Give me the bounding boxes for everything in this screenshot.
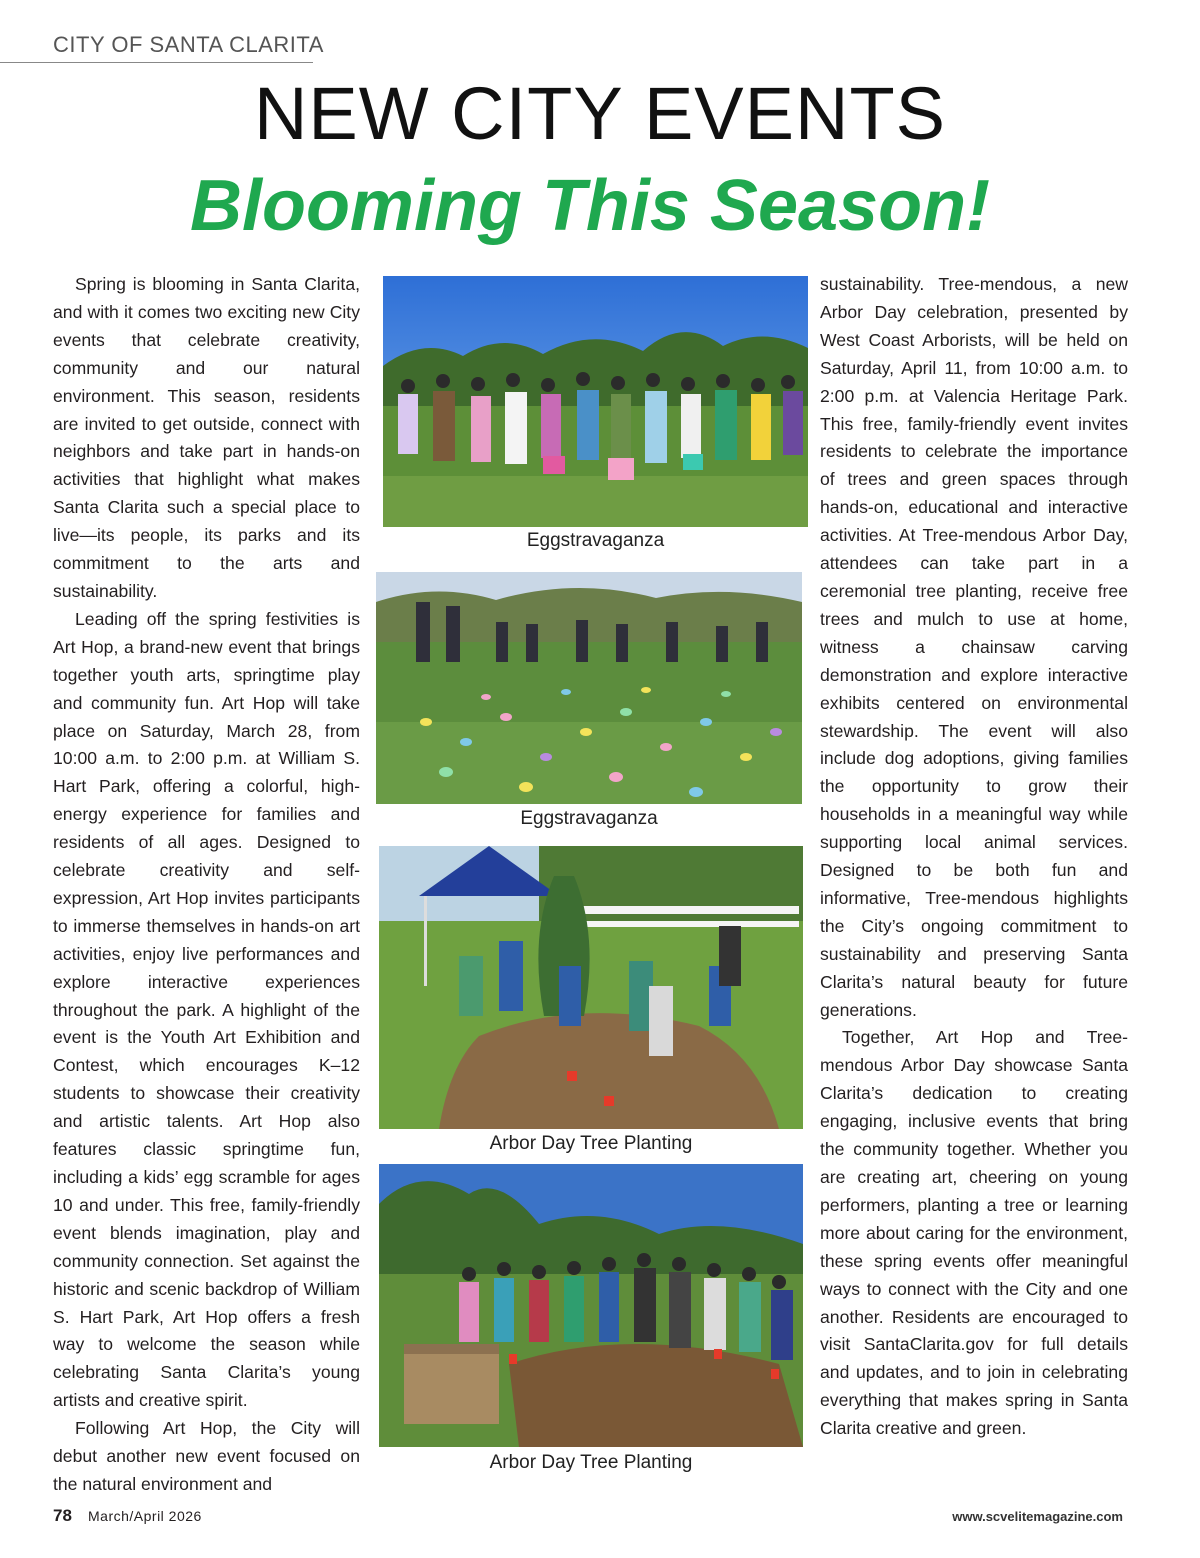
- photo-caption: Arbor Day Tree Planting: [489, 1452, 693, 1473]
- photo-caption: Eggstravaganza: [526, 530, 665, 551]
- page-number: 78: [53, 1506, 72, 1525]
- paragraph: sustainability. Tree-mendous, a new Arbor Day celebration, presented by West Coast Arborists, will be held on Saturday, April 11, from 10:00 a.m. to 2:00 p.m. at Valencia Heritage Park. This free, family-friendly event invites residents to celebrate the importance of trees and green spaces through hands-on, educational and interactive activities. At Tree-mendous Arbor Day, attendees can take part in a ceremonial tree planting, receive free trees and mulch to use at home, witness a chainsaw carving demonstration and explore interactive exhibits centered on environmental stewardship. The event will also include dog adoptions, giving families the opportunity to grow their households in a meaningful way while supporting local animal services. Designed to be both fun and informative, Tree-mendous highlights the City’s ongoing commitment to sustainability and preserving Santa Clarita’s natural beauty for future generations.: [820, 274, 1128, 1020]
- paragraph: Together, Art Hop and Tree-mendous Arbor Day showcase Santa Clarita’s dedication to creating engaging, inclusive events that bring the community together. Whether you are creating art, cheering on young performers, planting a tree or learning more about caring for the environment, these spring events offer meaningful ways to connect with the City and one another. Residents are encouraged to visit SantaClarita.gov for full details and updates, and to join in celebrating everything that makes spring in Santa Clarita creative and green.: [820, 1027, 1128, 1439]
- right-column: [820, 271, 1128, 1443]
- paragraph: Spring is blooming in Santa Clarita, and with it comes two exciting new City events that celebrate creativity, community and our natural environment. This season, residents are invited to get outside, connect with neighbors and take part in hands-on activities that highlight what makes Santa Clarita such a special place to live—its people, its parks and its commitment to the arts and sustainability.: [53, 274, 360, 601]
- section-label: CITY OF SANTA CLARITA: [53, 32, 324, 57]
- paragraph: Leading off the spring festivities is Art Hop, a brand-new event that brings together youth arts, springtime play and community fun. Art Hop will take place on Saturday, March 28, from 10:00 a.m. to 2:00 p.m. at William S. Hart Park, offering a colorful, high-energy experience for families and residents of all ages. Designed to celebrate creativity and self-expression, Art Hop invites participants to immerse themselves in hands-on art activities, enjoy live performances and explore interactive experiences throughout the park. A highlight of the event is the Youth Art Exhibition and Contest, which encourages K–12 students to showcase their creativity and artistic talents. Art Hop also features classic springtime fun, including a kids’ egg scramble for ages 10 and under. This free, family-friendly event blends imagination, play and community connection. Set against the historic and scenic backdrop of William S. Hart Park, Art Hop offers a fresh way to welcome the season while celebrating Santa Clarita’s young artists and creative spirit.: [53, 608, 360, 1411]
- group-photo-icon: [383, 276, 808, 527]
- page-title: NEW CITY EVENTS: [253, 72, 947, 155]
- photo-caption: Eggstravaganza: [520, 808, 658, 829]
- website-url: www.scvelitemagazine.com: [952, 1509, 1123, 1524]
- photo-caption: Arbor Day Tree Planting: [489, 1133, 693, 1154]
- section-rule: [0, 62, 313, 63]
- issue-date: March/April 2026: [88, 1508, 202, 1524]
- shovel-group-photo-icon: [379, 1164, 803, 1447]
- paragraph: Following Art Hop, the City will debut another new event focused on the natural environment and: [53, 1418, 360, 1494]
- tree-planting-photo-icon: [379, 846, 803, 1129]
- egg-field-photo-icon: [376, 572, 802, 804]
- page-subtitle: Blooming This Season!: [189, 166, 991, 246]
- left-column: [53, 271, 360, 1499]
